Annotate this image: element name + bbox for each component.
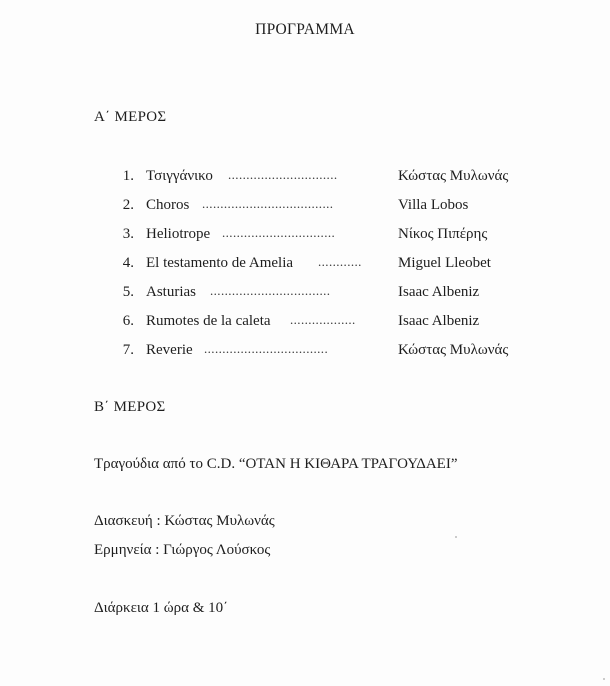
- part-b-heading: Β΄ ΜΕΡΟΣ: [94, 399, 166, 415]
- program-item: [118, 254, 538, 272]
- composer-name: Miguel Lleobet: [398, 255, 491, 271]
- piece-title: Heliotrope: [146, 226, 211, 242]
- page-title: ΠΡΟΓΡΑΜΜΑ: [255, 21, 355, 38]
- arrangement-credit: Διασκευή : Κώστας Μυλωνάς: [94, 513, 275, 529]
- composer-name: Villa Lobos: [398, 197, 469, 213]
- piece-title: Τσιγγάνικο: [146, 168, 213, 184]
- program-item: [118, 283, 538, 301]
- piece-title: Choros: [146, 197, 190, 213]
- leader-dots: ....................................: [202, 196, 334, 211]
- paper-speck: [603, 678, 605, 680]
- item-number: 5.: [122, 284, 134, 300]
- piece-title: El testamento de Amelia: [146, 255, 294, 271]
- leader-dots: ...............................: [222, 225, 336, 240]
- item-number: 6.: [122, 313, 134, 329]
- paper-speck: [455, 536, 457, 538]
- leader-dots: .................................: [210, 283, 331, 298]
- composer-name: Κώστας Μυλωνάς: [398, 168, 509, 184]
- composer-name: Νίκος Πιπέρης: [398, 226, 488, 242]
- piece-title: Asturias: [146, 284, 196, 300]
- item-number: 1.: [122, 168, 134, 184]
- performance-credit: Ερμηνεία : Γιώργος Λούσκος: [94, 542, 271, 558]
- cd-songs-line: Τραγούδια από το C.D. “ΟΤΑΝ Η ΚΙΘΑΡΑ ΤΡΑΓΟΥΔΑΕΙ”: [94, 456, 458, 472]
- program-item: [118, 312, 538, 330]
- leader-dots: ..............................: [228, 167, 338, 182]
- item-number: 7.: [122, 342, 134, 358]
- item-number: 2.: [122, 197, 134, 213]
- part-a-heading: Α΄ ΜΕΡΟΣ: [94, 109, 167, 125]
- composer-name: Isaac Albeniz: [398, 284, 480, 300]
- composer-name: Κώστας Μυλωνάς: [398, 342, 509, 358]
- leader-dots: ..................................: [204, 341, 329, 356]
- program-item: [118, 196, 538, 214]
- program-item: [118, 167, 538, 185]
- program-item: [118, 225, 538, 243]
- item-number: 3.: [122, 226, 134, 242]
- leader-dots: ............: [318, 254, 362, 269]
- leader-dots: ..................: [290, 312, 356, 327]
- composer-name: Isaac Albeniz: [398, 313, 480, 329]
- item-number: 4.: [122, 255, 134, 271]
- duration-note: Διάρκεια 1 ώρα & 10΄: [94, 600, 229, 616]
- program-item: [118, 341, 538, 359]
- piece-title: Rumotes de la caleta: [146, 313, 271, 329]
- piece-title: Reverie: [146, 342, 193, 358]
